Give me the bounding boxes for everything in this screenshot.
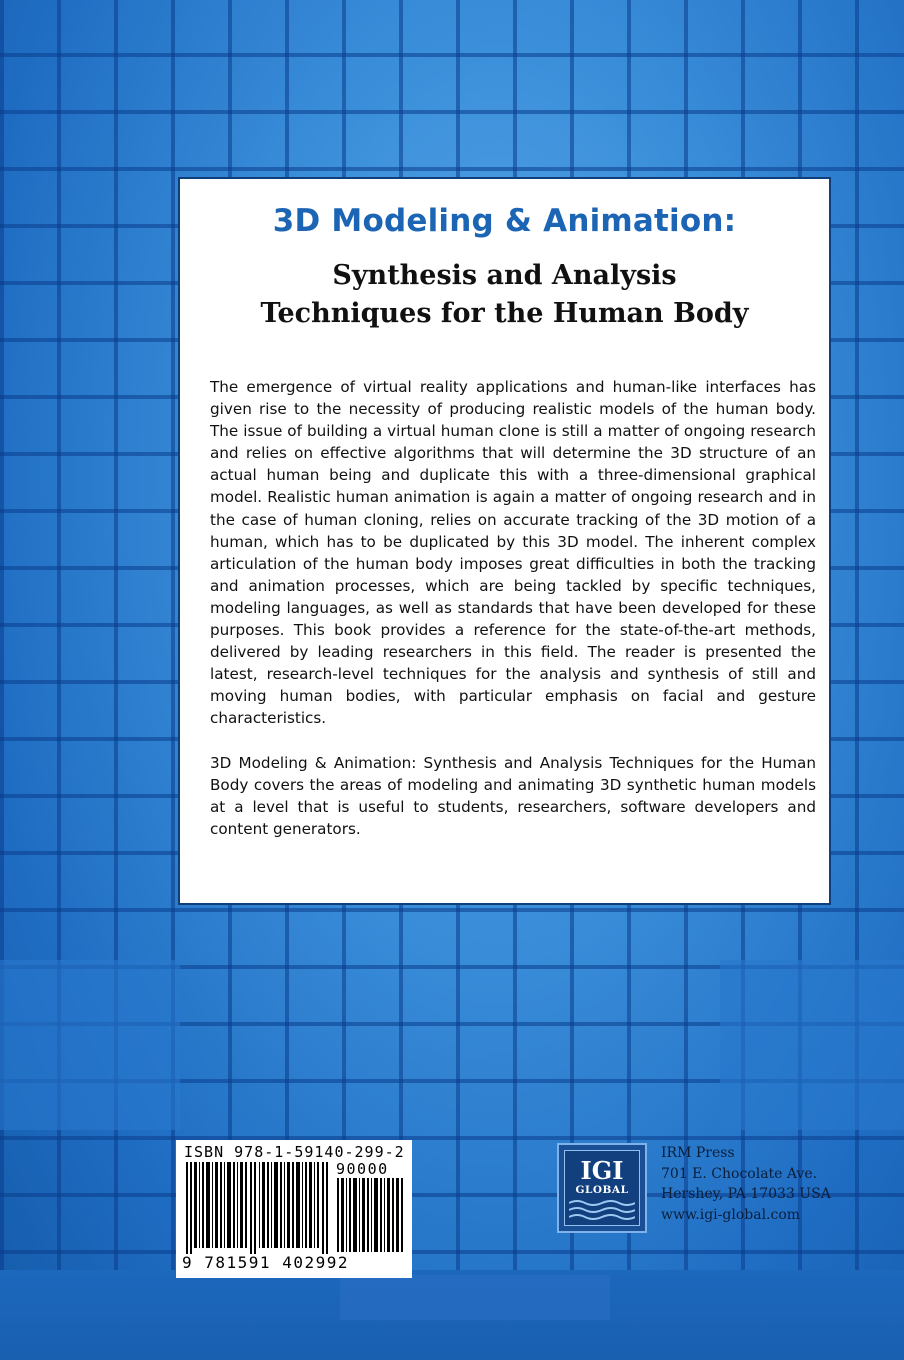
book-title: 3D Modeling & Animation: (272, 203, 737, 239)
logo-text-igi: IGI (580, 1156, 624, 1185)
isbn-barcode (176, 1140, 412, 1278)
background-tile-block (720, 960, 904, 1130)
igi-global-logo (557, 1143, 647, 1233)
waves-icon (569, 1199, 635, 1221)
price-code: 90000 (336, 1160, 389, 1178)
logo-text-global: GLOBAL (575, 1184, 629, 1196)
subtitle-line-1: Synthesis and Analysis (332, 260, 677, 291)
logo-inner-frame (564, 1150, 640, 1226)
addon-barcode-bars-icon (336, 1178, 406, 1252)
publisher-city: Hershey, PA 17033 USA (661, 1186, 831, 1202)
publisher-street: 701 E. Chocolate Ave. (661, 1165, 818, 1182)
publisher-address (661, 1143, 831, 1225)
isbn-number: ISBN 978-1-59140-299-2 (184, 1143, 405, 1161)
subtitle-line-2: Techniques for the Human Body (260, 298, 749, 329)
description-paragraph-1: The emergence of virtual reality applications and human-like interfaces has given rise to the necessity of producing realistic models of the human body. The issue of building a virtual human clone is still a matter of ongoing research and relies on effective algorithms that will determine the 3D structure of an actual human being and duplicate this with a three-dimensional graphical model. Realistic human animation is again a matter of ongoing research and in the case of human cloning, relies on accurate tracking of the 3D motion of a human, which has to be duplicated by this 3D model. The inherent complex articulation of the human body imposes great difficulties in both the tracking and animation processes, which are being tackled by specific techniques, modeling languages, as well as standards that have been developed for these purposes. This book provides a reference for the state-of-the-art methods, delivered by leading researchers in this field. The reader is presented the latest, research-level techniques for the analysis and synthesis of still and moving human bodies, with particular emphasis on facial and gesture characteristics. (210, 378, 816, 728)
description-paragraph-2: 3D Modeling & Animation: Synthesis and Analysis Techniques for the Human Body covers the areas of modeling and animating 3D synthetic human models at a level that is useful to students, researchers, software developers and content generators. (210, 754, 816, 839)
barcode-bars-icon (184, 1162, 330, 1254)
ean-number: 9 781591 402992 (182, 1253, 349, 1272)
book-subtitle (180, 257, 829, 333)
background-tile-block (340, 1275, 610, 1320)
publisher-website[interactable]: www.igi-global.com (661, 1206, 801, 1223)
background-tile-block (0, 960, 180, 1130)
description-panel (178, 177, 831, 905)
publisher-name: IRM Press (661, 1145, 735, 1161)
